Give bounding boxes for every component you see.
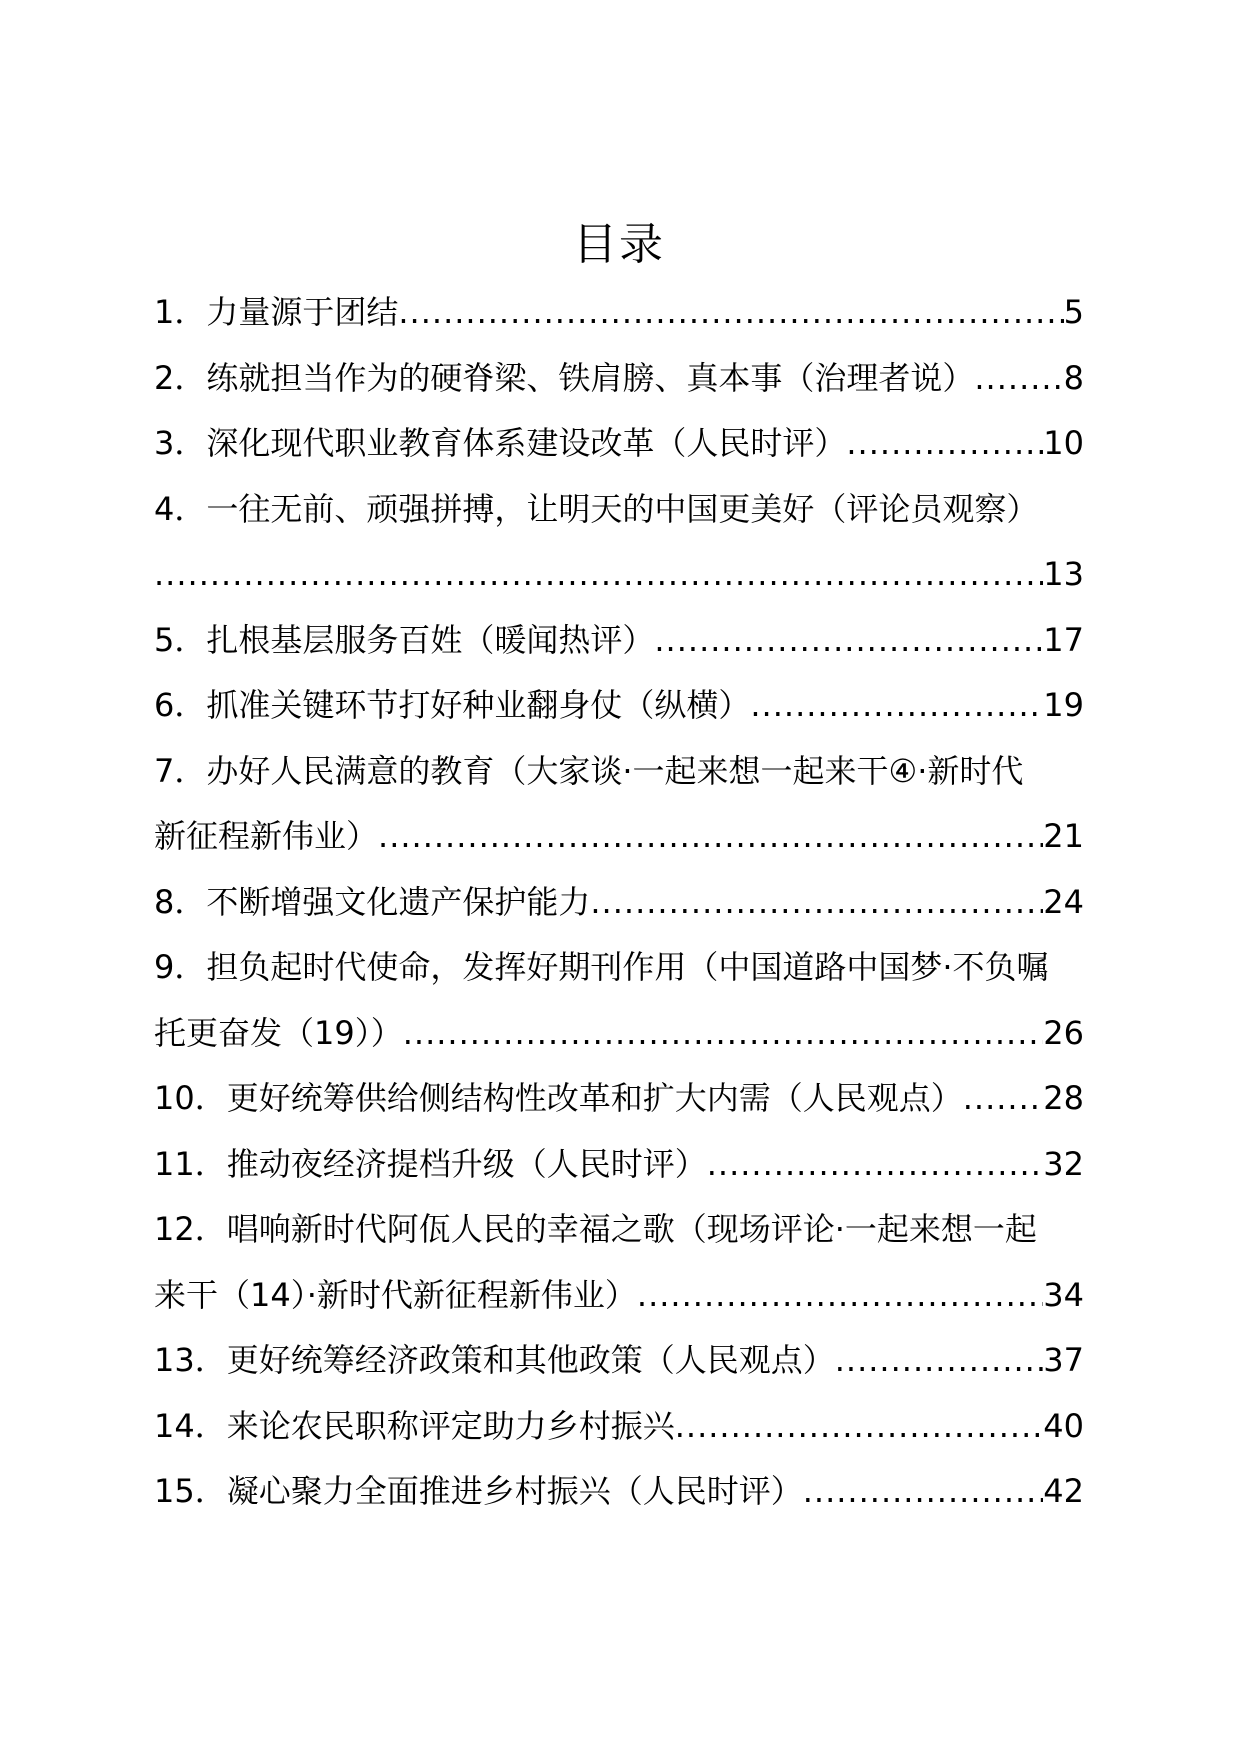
toc-entry-line [154, 280, 1084, 346]
toc-entry-title: 2．练就担当作为的硬脊梁、铁肩膀、真本事（治理者说） [154, 358, 975, 397]
dot-leader [846, 411, 1043, 477]
toc-entry-line [154, 1459, 1084, 1525]
toc-entry[interactable] [154, 346, 1084, 412]
toc-entry-line [154, 346, 1084, 412]
toc-entry[interactable] [154, 1066, 1084, 1132]
toc-entry-page-number: 28 [1043, 1079, 1084, 1117]
toc-entry-title: 14．来论农民职称评定助力乡村振兴 [154, 1406, 675, 1445]
toc-entry[interactable] [154, 1132, 1084, 1198]
toc-entry-line [154, 608, 1084, 674]
dot-leader [154, 542, 1043, 608]
toc-entry-line [154, 1066, 1084, 1132]
toc-entry[interactable] [154, 280, 1084, 346]
toc-entry-page-number: 37 [1043, 1341, 1084, 1379]
toc-list [154, 280, 1084, 1525]
dot-leader [654, 608, 1043, 674]
dot-leader [803, 1459, 1044, 1525]
toc-entry[interactable] [154, 608, 1084, 674]
dot-leader [378, 804, 1043, 870]
toc-entry-title: 8．不断增强文化遗产保护能力 [154, 882, 591, 921]
toc-page [154, 210, 1084, 1525]
toc-entry-line [154, 1328, 1084, 1394]
toc-entry-title: 6．抓准关键环节打好种业翻身仗（纵横） [154, 686, 751, 724]
toc-title: 目录 [573, 219, 665, 270]
toc-entry-line [154, 804, 1084, 870]
toc-entry[interactable] [154, 673, 1084, 739]
toc-entry[interactable] [154, 1197, 1084, 1328]
toc-entry[interactable] [154, 1328, 1084, 1394]
toc-entry[interactable] [154, 1394, 1084, 1460]
toc-entry-page-number: 13 [1043, 555, 1084, 593]
toc-entry[interactable] [154, 411, 1084, 477]
toc-entry-line [154, 870, 1084, 936]
toc-entry-page-number: 21 [1043, 817, 1084, 855]
toc-entry-title: 13．更好统筹经济政策和其他政策（人民观点） [154, 1341, 835, 1379]
toc-entry-line [154, 411, 1084, 477]
toc-entry-title: 5．扎根基层服务百姓（暖闻热评） [154, 620, 655, 659]
toc-entry-page-number: 10 [1043, 424, 1084, 462]
toc-entry-line [154, 1132, 1084, 1198]
toc-entry-page-number: 19 [1043, 686, 1084, 724]
toc-entry-title-line: 4．一往无前、顽强拼搏，让明天的中国更美好（评论员观察） [154, 489, 1039, 528]
dot-leader [398, 280, 1063, 346]
dot-leader [963, 1066, 1044, 1132]
toc-entry-title: 15．凝心聚力全面推进乡村振兴（人民时评） [154, 1472, 803, 1510]
toc-entry-page-number: 42 [1043, 1472, 1084, 1510]
toc-entry-line [154, 1394, 1084, 1460]
toc-entry-line [154, 1001, 1084, 1067]
toc-entry-line [154, 542, 1084, 608]
toc-entry-title: 来干（14）·新时代新征程新伟业） [154, 1275, 637, 1314]
toc-entry-title: 3．深化现代职业教育体系建设改革（人民时评） [154, 424, 847, 462]
toc-entry-title-line: 12．唱响新时代阿佤人民的幸福之歌（现场评论·一起来想一起 [154, 1210, 1037, 1248]
toc-entry-title: 托更奋发（19）） [154, 1013, 403, 1052]
toc-entry-title: 新征程新伟业） [154, 817, 379, 855]
dot-leader [835, 1328, 1044, 1394]
toc-entry-title: 11．推动夜经济提档升级（人民时评） [154, 1144, 707, 1183]
toc-entry-page-number: 32 [1043, 1144, 1084, 1183]
dot-leader [675, 1394, 1044, 1460]
dot-leader [403, 1001, 1044, 1067]
dot-leader [974, 346, 1063, 412]
toc-entry-page-number: 5 [1063, 293, 1084, 331]
toc-entry[interactable] [154, 477, 1084, 608]
toc-entry-line [154, 1263, 1084, 1329]
toc-entry-page-number: 26 [1043, 1013, 1084, 1052]
toc-entry-title: 1．力量源于团结 [154, 293, 399, 331]
dot-leader [637, 1263, 1043, 1329]
toc-entry-title: 10．更好统筹供给侧结构性改革和扩大内需（人民观点） [154, 1079, 963, 1117]
toc-entry-page-number: 24 [1043, 882, 1084, 921]
dot-leader [750, 673, 1043, 739]
toc-entry-page-number: 17 [1043, 620, 1084, 659]
toc-entry-page-number: 8 [1063, 358, 1084, 397]
toc-entry[interactable] [154, 1459, 1084, 1525]
dot-leader [590, 870, 1043, 936]
toc-entry-page-number: 40 [1043, 1406, 1084, 1445]
toc-entry[interactable] [154, 739, 1084, 870]
dot-leader [707, 1132, 1044, 1198]
toc-entry-title-line: 9．担负起时代使命，发挥好期刊作用（中国道路中国梦·不负嘱 [154, 948, 1049, 986]
toc-entry-title-line: 7．办好人民满意的教育（大家谈·一起来想一起来干④·新时代 [154, 751, 1024, 790]
toc-entry-page-number: 34 [1043, 1275, 1084, 1314]
toc-entry[interactable] [154, 935, 1084, 1066]
toc-entry-line [154, 673, 1084, 739]
toc-entry[interactable] [154, 870, 1084, 936]
